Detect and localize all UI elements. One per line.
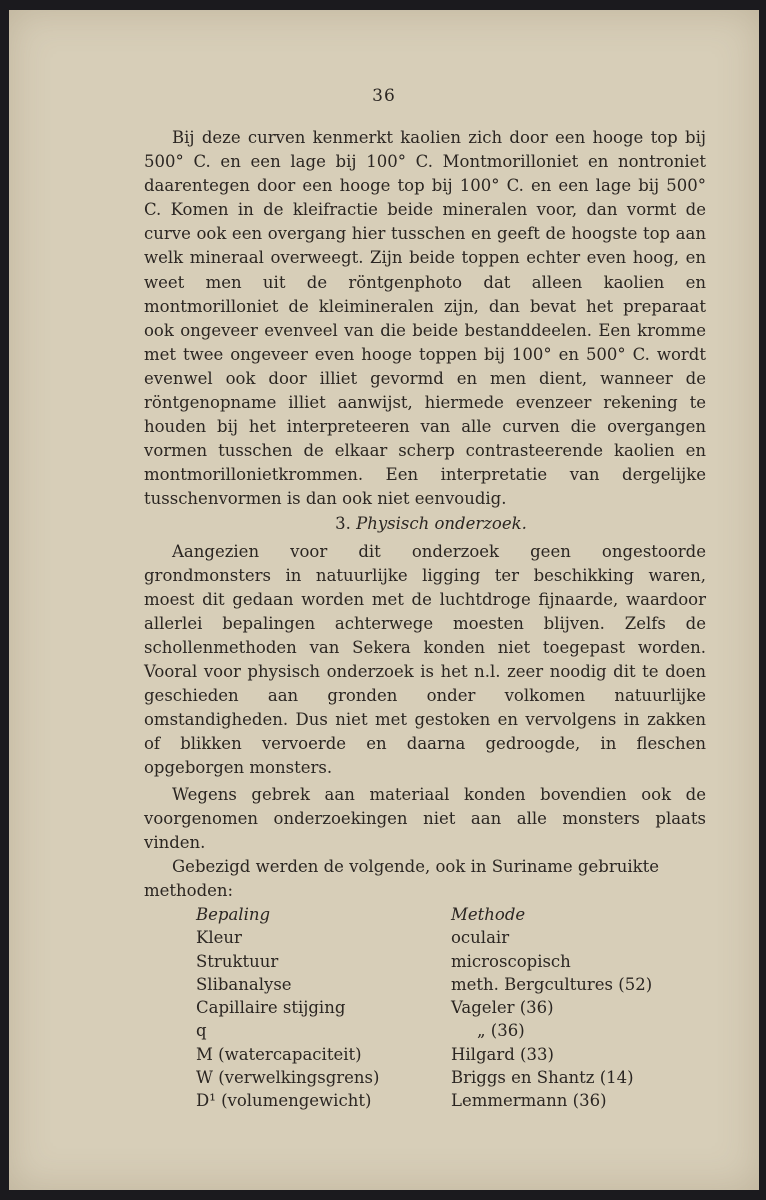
section-number: 3.: [335, 513, 351, 533]
row-methode: Lemmermann (36): [451, 1091, 607, 1111]
row-bepaling: Kleur: [196, 928, 242, 948]
methods-table-header: [196, 903, 652, 926]
header-bepaling: Bepaling: [196, 905, 271, 924]
row-methode: microscopisch: [451, 951, 571, 971]
row-methode: „ (36): [477, 1021, 525, 1041]
table-row: [196, 926, 652, 949]
section-heading: [144, 512, 706, 536]
row-bepaling: Slibanalyse: [196, 974, 292, 994]
paragraph-samples: Aangezien voor dit onderzoek geen ongestoorde grondmonsters in natuurlijke ligging ter beschikking waren, moest dit gedaan worden met de luchtdroge fijnaarde, waardoor allerlei bepalingen achterwege moesten blijven. Zelfs de schollenmethoden van Sekera konden niet toegepast worden. Vooral voor physisch onderzoek is het n.l. zeer noodig dit te doen geschieden aan gronden onder volkomen natuurlijke omstandigheden. Dus niet met gestoken en vervolgens in zakken of blikken vervoerde en daarna gedroogde, in fleschen opgeborgen monsters.: [144, 541, 706, 778]
page-number: 36: [372, 86, 396, 106]
section-title: Physisch onderzoek.: [356, 513, 527, 533]
row-methode: Hilgard (33): [451, 1044, 554, 1064]
row-bepaling: Capillaire stijging: [196, 998, 346, 1018]
row-methode: oculair: [451, 928, 510, 948]
header-methode: Methode: [451, 905, 526, 924]
row-bepaling: W (verwelkingsgrens): [196, 1068, 380, 1088]
paragraph-curves: Bij deze curven kenmerkt kaolien zich door een hooge top bij 500° C. en een lage bij 100° C. Montmorilloniet en nontroniet daarentegen door een hooge top bij 100° C. en een lage bij 500° C. Komen in de kleifractie beide mineralen voor, dan vormt de curve ook een overgang hier tusschen en geeft de hoogste top aan welk mineraal overweegt. Zijn beide toppen echter even hoog, en weet men uit de röntgenphoto dat alleen kaolien en montmorilloniet de kleimineralen zijn, dan bevat het preparaat ook ongeveer evenveel van die beide bestanddeelen. Een kromme met twee ongeveer even hooge toppen bij 100° en 500° C. wordt evenwel ook door illiet gevormd en men dient, wanneer de röntgenopname illiet aanwijst, hiermede evenzeer rekening te houden bij het interpreteeren van alle curven die overgangen vormen tusschen de elkaar scherp contrasteerende kaolien en montmorillonietkrommen. Een interpretatie van dergelijke tusschenvormen is dan ook niet eenvoudig.: [144, 128, 706, 509]
table-row: [196, 996, 652, 1019]
row-methode: meth. Bergcultures (52): [451, 974, 653, 994]
paragraph-material: Wegens gebrek aan materiaal konden bovendien ook de voorgenomen onderzoekingen niet aan alle monsters plaats vinden.: [144, 784, 706, 852]
table-row: [196, 1066, 652, 1089]
paragraph-methods-intro: Gebezigd werden de volgende, ook in Suriname gebruikte methoden:: [144, 856, 660, 900]
row-bepaling: q: [196, 1021, 207, 1041]
table-row: [196, 1043, 652, 1066]
row-bepaling: M (watercapaciteit): [196, 1044, 362, 1064]
row-bepaling: D¹ (volumengewicht): [196, 1091, 372, 1111]
scanned-page: [9, 10, 759, 1190]
table-row: [196, 1089, 652, 1112]
row-methode: Briggs en Shantz (14): [451, 1068, 634, 1088]
table-row: [196, 973, 652, 996]
row-bepaling: Struktuur: [196, 951, 279, 971]
row-methode: Vageler (36): [451, 998, 554, 1018]
table-row: [196, 950, 652, 973]
methods-table: [196, 903, 652, 1113]
page-body: [144, 126, 706, 1113]
table-row: [196, 1019, 652, 1042]
